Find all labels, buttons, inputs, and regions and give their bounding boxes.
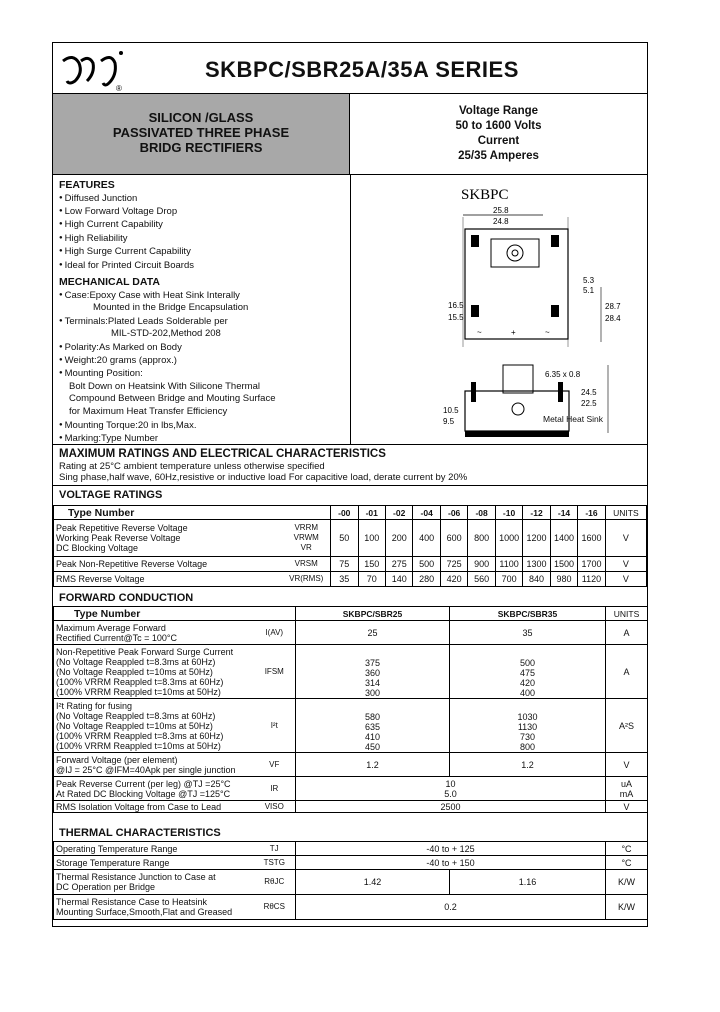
units-header: UNITS	[605, 506, 646, 520]
dim-label: 25.8	[493, 206, 509, 215]
feature-item: ● Diffused Junction	[59, 192, 344, 205]
value-cell-line: 1.2	[521, 759, 534, 770]
unit-cell: V	[605, 557, 646, 572]
table-row	[54, 557, 647, 572]
package-diagram	[353, 177, 647, 439]
value-cell: 35	[331, 572, 358, 587]
value-cell-line: 500	[520, 658, 536, 668]
table-row	[54, 520, 647, 557]
value-cell	[450, 699, 606, 753]
value-cell: 1100	[495, 557, 522, 572]
value-cell: 150	[358, 557, 385, 572]
value-cell: 200	[385, 520, 412, 557]
value-cell: 840	[523, 572, 550, 587]
type-suffix-cell: -16	[578, 506, 605, 520]
type-suffix-cell: -10	[495, 506, 522, 520]
unit-cell: °C	[606, 856, 648, 870]
param-label-line: (No Voltage Reappled t=8.3ms at 60Hz)	[56, 656, 216, 667]
page-title: SKBPC/SBR25A/35A SERIES	[205, 57, 519, 82]
value-cell-line: 35	[522, 627, 533, 638]
value-cell: 1600	[578, 520, 605, 557]
value-cell: 980	[550, 572, 577, 587]
value-cell-line: 400	[520, 688, 536, 698]
table-row	[54, 753, 648, 777]
value-cell: 275	[385, 557, 412, 572]
param-label-line: Working Peak Reverse Voltage	[56, 533, 181, 543]
value-cell-line: 25	[367, 627, 378, 638]
column-header: SKBPC/SBR25	[296, 607, 450, 621]
mechanical-line: Compound Between Bridge and Mouting Surface	[69, 393, 276, 405]
value-cell	[450, 621, 606, 645]
value-cell-line: 475	[520, 668, 536, 678]
desc-line: SILICON /GLASS	[148, 110, 254, 125]
table-row	[54, 699, 648, 753]
value-cell: 1400	[550, 520, 577, 557]
param-symbol: RθJC	[254, 870, 296, 895]
param-label-line: Peak Non-Repetitive Reverse Voltage	[56, 559, 208, 569]
value-cell: 70	[358, 572, 385, 587]
param-label	[54, 870, 254, 895]
value-cell: 1300	[523, 557, 550, 572]
unit-cell: V	[606, 753, 648, 777]
param-label: RMS Isolation Voltage from Case to Lead	[54, 801, 254, 813]
param-label-line: Thermal Resistance Case to Heatsink	[56, 897, 208, 907]
param-symbol-line: VR(RMS)	[289, 574, 324, 583]
rating-line: Voltage Range	[458, 105, 539, 117]
value-cell-line: 375	[365, 658, 381, 668]
mechanical-line: for Maximum Heat Transfer Efficiency	[69, 406, 228, 418]
value-cell-line: 730	[520, 732, 536, 742]
param-label	[54, 753, 254, 777]
type-suffix-cell: -08	[468, 506, 495, 520]
param-label-line: Peak Reverse Current (per leg) @TJ =25°C	[56, 778, 231, 789]
value-cell-line: 10	[445, 778, 456, 789]
forward-conduction-title: FORWARD CONDUCTION	[59, 592, 194, 604]
value-cell	[450, 753, 606, 777]
param-symbol: IR	[254, 777, 296, 801]
type-suffix-cell: -12	[523, 506, 550, 520]
table-header-row	[54, 607, 648, 621]
param-label-line: Mounting Surface,Smooth,Flat and Greased	[56, 907, 233, 917]
diagram-label: SKBPC	[461, 187, 509, 203]
param-symbol-line: VRRM	[294, 523, 319, 532]
voltage-ratings-table	[53, 505, 647, 587]
table-header-row	[54, 506, 647, 520]
param-label-line: DC Blocking Voltage	[56, 543, 139, 553]
max-ratings-title: MAXIMUM RATINGS AND ELECTRICAL CHARACTERISTICS	[59, 448, 386, 460]
company-logo-icon	[59, 47, 127, 91]
value-cell-line: 1.2	[366, 759, 379, 770]
type-number-header: Type Number	[54, 607, 296, 621]
value-cell-line: 410	[365, 732, 381, 742]
param-symbol	[282, 557, 330, 572]
table-row	[54, 870, 648, 895]
type-suffix-cell: -06	[440, 506, 467, 520]
value-cell: 725	[440, 557, 467, 572]
value-cell: 140	[385, 572, 412, 587]
mechanical-line: MIL-STD-202,Method 208	[111, 328, 221, 340]
table-row	[54, 777, 648, 801]
value-cell-line: 1030	[517, 712, 538, 722]
value-cell: 50	[331, 520, 358, 557]
unit-cell: A²S	[606, 699, 648, 753]
feature-item: ● High Reliability	[59, 232, 344, 245]
table-row	[54, 572, 647, 587]
value-cell: 400	[413, 520, 440, 557]
table-row	[54, 856, 648, 870]
param-label-line: (100% VRRM Reappled t=8.3ms at 60Hz)	[56, 676, 224, 687]
unit-cell: V	[605, 520, 646, 557]
mechanical-line: ● Mounting Position:	[59, 367, 344, 380]
dim-label: 24.8	[493, 217, 509, 226]
dim-label: 5.3	[583, 276, 595, 285]
param-label	[54, 520, 283, 557]
param-label-line: Non-Repetitive Peak Forward Surge Current	[56, 646, 234, 657]
table-row	[54, 842, 648, 856]
value-cell: 900	[468, 557, 495, 572]
type-suffix-cell: -02	[385, 506, 412, 520]
unit-cell: V	[606, 801, 648, 813]
value-cell: 75	[331, 557, 358, 572]
dim-label: 5.1	[583, 286, 595, 295]
param-label-line: (No Voltage Reappled t=10ms at 50Hz)	[56, 666, 213, 677]
param-label-line: (100% VRRM Reappled t=8.3ms at 60Hz)	[56, 730, 224, 741]
voltage-ratings-title: VOLTAGE RATINGS	[59, 489, 163, 501]
param-symbol-line: VRSM	[294, 559, 318, 568]
param-label-line: DC Operation per Bridge	[56, 882, 156, 892]
param-symbol-line: VRWM	[293, 533, 319, 542]
param-symbol: I(AV)	[254, 621, 296, 645]
dim-label: 28.4	[605, 314, 621, 323]
param-label-line: I²t Rating for fusing	[56, 700, 133, 711]
param-label	[54, 645, 254, 699]
param-label	[54, 572, 283, 587]
unit-cell: K/W	[606, 870, 648, 895]
value-cell: 600	[440, 520, 467, 557]
param-label-line: (No Voltage Reappled t=10ms at 50Hz)	[56, 720, 213, 731]
mechanical-line: ● Marking:Type Number	[59, 432, 344, 445]
param-label-line: Forward Voltage (per element)	[56, 754, 178, 765]
dim-label: 24.5	[581, 388, 597, 397]
param-label-line: Maximum Average Forward	[56, 622, 166, 633]
param-label-line: @IJ = 25°C @IFM=40Apk per single junction	[56, 764, 236, 775]
table-row	[54, 801, 648, 813]
unit-cell-line: uA	[621, 778, 633, 789]
value-cell: 2500	[296, 801, 606, 813]
param-symbol: I²t	[254, 699, 296, 753]
param-label-line: Peak Repetitive Reverse Voltage	[56, 523, 188, 533]
dim-label: 15.5	[448, 313, 464, 322]
value-cell: -40 to + 150	[296, 856, 606, 870]
datasheet-frame	[52, 42, 648, 927]
param-label-line: Rectified Current@Tc = 100°C	[56, 632, 178, 643]
rating-line: 25/35 Amperes	[458, 150, 539, 162]
value-cell: 1000	[495, 520, 522, 557]
value-cell-line: 420	[520, 678, 536, 688]
dim-label: 22.5	[581, 399, 597, 408]
value-cell-line: 5.0	[444, 788, 457, 799]
note-line: Rating at 25°C ambient temperature unless otherwise specified	[59, 461, 325, 472]
ratings-summary	[350, 94, 647, 174]
param-symbol: TSTG	[254, 856, 296, 870]
value-cell-line: 450	[365, 742, 381, 752]
svg-text:+: +	[511, 328, 516, 337]
value-cell-line: 360	[365, 668, 381, 678]
value-cell: 1.16	[450, 870, 606, 895]
value-cell: 1120	[578, 572, 605, 587]
rating-line: 50 to 1600 Volts	[455, 120, 542, 132]
table-row	[54, 645, 648, 699]
desc-line: BRIDG RECTIFIERS	[139, 140, 263, 155]
unit-cell: K/W	[606, 895, 648, 920]
mechanical-line: ● Case:Epoxy Case with Heat Sink Interally	[59, 289, 344, 302]
dim-label: 16.5	[448, 301, 464, 310]
unit-cell: °C	[606, 842, 648, 856]
unit-cell-line: mA	[619, 788, 634, 799]
column-header: SKBPC/SBR35	[450, 607, 606, 621]
unit-cell: A	[606, 621, 648, 645]
device-description	[53, 94, 350, 174]
features-section	[59, 179, 344, 445]
value-cell-line: 580	[365, 712, 381, 722]
dim-label: 9.5	[443, 417, 455, 426]
param-label-line: At Rated DC Blocking Voltage @TJ =125°C	[56, 788, 231, 799]
dim-label: 10.5	[443, 406, 459, 415]
type-suffix-cell: -01	[358, 506, 385, 520]
param-label-line: RMS Reverse Voltage	[56, 574, 145, 584]
value-cell: -40 to + 125	[296, 842, 606, 856]
value-cell	[296, 699, 450, 753]
features-title: FEATURES	[59, 179, 115, 191]
value-cell: 100	[358, 520, 385, 557]
param-label	[54, 557, 283, 572]
param-label-line: (100% VRRM Reappled t=10ms at 50Hz)	[56, 740, 221, 751]
value-cell	[296, 753, 450, 777]
unit-cell: A	[606, 645, 648, 699]
value-cell: 1200	[523, 520, 550, 557]
dim-label: 28.7	[605, 302, 621, 311]
param-symbol: VISO	[254, 801, 296, 813]
value-cell-line: 635	[365, 722, 381, 732]
param-label-line: (100% VRRM Reappled t=10ms at 50Hz)	[56, 686, 221, 697]
param-label	[54, 856, 254, 870]
value-cell: 700	[495, 572, 522, 587]
param-label	[54, 699, 254, 753]
max-ratings-block	[59, 447, 639, 483]
value-cell-line: 300	[365, 688, 381, 698]
note-line: Sing phase,half wave, 60Hz,resistive or inductive load For capacitive load, derate current by 20%	[59, 472, 468, 483]
param-symbol-line: VR	[300, 543, 312, 552]
feature-item: ● High Current Capability	[59, 218, 344, 231]
table-row	[54, 621, 648, 645]
type-suffix-cell: -00	[331, 506, 358, 520]
value-cell: 280	[413, 572, 440, 587]
value-cell	[450, 645, 606, 699]
value-cell	[296, 645, 450, 699]
mechanical-title: MECHANICAL DATA	[59, 276, 160, 289]
value-cell: 800	[468, 520, 495, 557]
thermal-table	[53, 841, 648, 920]
feature-item: ● Ideal for Printed Circuit Boards	[59, 259, 344, 272]
param-label	[54, 842, 254, 856]
rating-line: Current	[477, 135, 520, 147]
type-number-header: Type Number	[54, 506, 331, 520]
feature-item: ● High Surge Current Capability	[59, 245, 344, 258]
type-suffix-cell: -14	[550, 506, 577, 520]
mechanical-line: ● Mounting Torque:20 in lbs,Max.	[59, 419, 344, 432]
value-cell: 420	[440, 572, 467, 587]
dim-label: 6.35 x 0.8	[545, 370, 581, 379]
mechanical-line: ● Polarity:As Marked on Body	[59, 341, 344, 354]
value-cell: 560	[468, 572, 495, 587]
param-symbol	[282, 572, 330, 587]
param-label-line: (No Voltage Reappled t=8.3ms at 60Hz)	[56, 710, 216, 721]
param-label	[54, 777, 254, 801]
param-label-line: Operating Temperature Range	[56, 843, 178, 854]
unit-cell: V	[605, 572, 646, 587]
svg-text:~: ~	[545, 328, 550, 337]
forward-conduction-table	[53, 606, 648, 813]
param-label	[54, 895, 254, 920]
value-cell: 1.42	[296, 870, 450, 895]
mechanical-line: ● Terminals:Plated Leads Solderable per	[59, 315, 344, 328]
thermal-title: THERMAL CHARACTERISTICS	[59, 827, 221, 839]
value-cell	[296, 621, 450, 645]
mechanical-line: ● Weight:20 grams (approx.)	[59, 354, 344, 367]
units-header: UNITS	[606, 607, 648, 621]
param-symbol: VF	[254, 753, 296, 777]
param-label-line: Storage Temperature Range	[56, 857, 170, 868]
feature-item: ● Low Forward Voltage Drop	[59, 205, 344, 218]
value-cell-line: 1130	[517, 722, 538, 732]
table-row	[54, 895, 648, 920]
mechanical-line: Bolt Down on Heatsink With Silicone Thermal	[69, 380, 260, 392]
param-symbol	[282, 520, 330, 557]
value-cell: 1700	[578, 557, 605, 572]
param-symbol: IFSM	[254, 645, 296, 699]
param-symbol: TJ	[254, 842, 296, 856]
desc-line: PASSIVATED THREE PHASE	[112, 125, 290, 140]
value-cell-line: 800	[520, 742, 536, 752]
svg-text:®: ®	[116, 84, 122, 91]
unit-cell	[606, 777, 648, 801]
type-suffix-cell: -04	[413, 506, 440, 520]
param-label-line: Thermal Resistance Junction to Case at	[56, 872, 216, 882]
param-symbol: RθCS	[254, 895, 296, 920]
mechanical-line: Mounted in the Bridge Encapsulation	[93, 302, 249, 314]
param-label	[54, 621, 254, 645]
value-cell: 1500	[550, 557, 577, 572]
value-cell-line: 314	[365, 678, 381, 688]
svg-text:~: ~	[477, 328, 482, 337]
value-cell	[296, 777, 606, 801]
value-cell: 500	[413, 557, 440, 572]
value-cell: 0.2	[296, 895, 606, 920]
heatsink-label: Metal Heat Sink	[543, 414, 603, 424]
